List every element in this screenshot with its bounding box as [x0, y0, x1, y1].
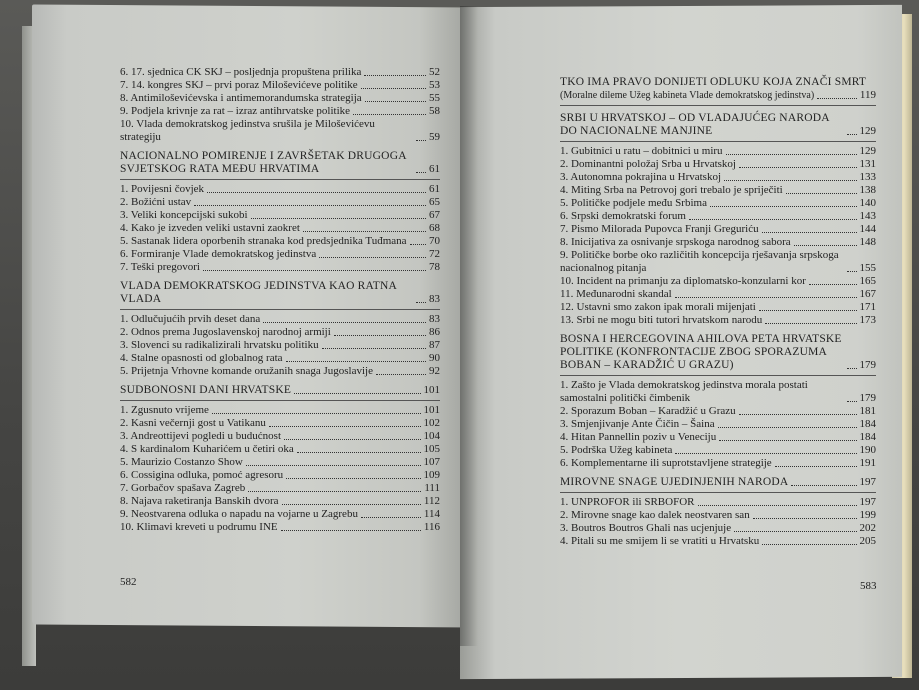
- toc-entry: [560, 379, 876, 405]
- section-heading-page: 101: [423, 384, 440, 396]
- leader-dots: [739, 167, 857, 168]
- leader-dots: [361, 517, 421, 518]
- toc-entry: [120, 79, 440, 92]
- toc-entry-page: 112: [423, 495, 440, 507]
- section-subtitle-row: [560, 89, 876, 102]
- toc-entry: [120, 326, 440, 339]
- toc-entry-page: 179: [859, 392, 876, 404]
- leader-dots: [675, 297, 857, 298]
- page-number-right: 583: [860, 580, 877, 592]
- section-heading-page: 197: [859, 476, 876, 488]
- toc-entry-title: 4. Miting Srba na Petrovoj gori trebalo je spriječiti: [560, 184, 783, 196]
- leader-dots: [786, 193, 857, 194]
- toc-entry-page: 199: [859, 509, 876, 521]
- leader-dots: [817, 98, 857, 99]
- toc-entry-title: 4. Hitan Pannellin poziv u Veneciju: [560, 431, 717, 443]
- leader-dots: [297, 452, 421, 453]
- leader-dots: [726, 154, 857, 155]
- leader-dots: [203, 270, 426, 271]
- toc-entry-title: 7. Teški pregovori: [120, 261, 200, 273]
- toc-entry-page: 173: [859, 314, 876, 326]
- toc-entry-page: 116: [423, 521, 440, 533]
- leader-dots: [353, 114, 426, 115]
- leader-dots: [710, 206, 857, 207]
- toc-entry: [560, 314, 876, 327]
- toc-entry-title: 8. Najava raketiranja Banskih dvora: [120, 495, 279, 507]
- toc-entry-page: 90: [429, 352, 440, 364]
- toc-entry-page: 155: [859, 262, 876, 274]
- toc-entry: [560, 444, 876, 457]
- leader-dots: [847, 271, 857, 272]
- toc-entry-page: 61: [429, 183, 440, 195]
- toc-section: [560, 76, 876, 106]
- toc-entry: [560, 145, 876, 158]
- toc-entry-title: 9. Neostvarena odluka o napadu na vojarne u Zagrebu: [120, 508, 358, 520]
- toc-entry-title: 2. Dominantni položaj Srba u Hrvatskoj: [560, 158, 736, 170]
- section-heading-row: [120, 384, 440, 397]
- toc-entry-page: 140: [859, 197, 876, 209]
- toc-entry-page: 184: [859, 431, 876, 443]
- leader-dots: [286, 478, 420, 479]
- toc-entry-page: 68: [429, 222, 440, 234]
- toc-entry-title: 7. 14. kongres SKJ – prvi poraz Miloševićeve politike: [120, 79, 358, 91]
- leader-dots: [809, 284, 857, 285]
- leader-dots: [765, 323, 856, 324]
- toc-entry-title: 10. Vlada demokratskog jedinstva srušila je Miloševićevu strategiju: [120, 118, 375, 143]
- toc-entry-title: 8. Antimiloševićevska i antimemorandumska strategija: [120, 92, 362, 104]
- toc-entry: [120, 248, 440, 261]
- section-heading: MIROVNE SNAGE UJEDINJENIH NARODA: [560, 476, 789, 488]
- toc-entry: [120, 417, 440, 430]
- leader-dots: [410, 244, 426, 245]
- leader-dots: [303, 231, 426, 232]
- leader-dots: [376, 374, 426, 375]
- leader-dots: [753, 518, 857, 519]
- leader-dots: [698, 505, 857, 506]
- leader-dots: [294, 393, 420, 394]
- section-heading: VLADA DEMOKRATSKOG JEDINSTVA KAO RATNA VLADA: [120, 280, 397, 305]
- section-heading-page: 179: [859, 359, 876, 371]
- section-subtitle: (Moralne dileme Užeg kabineta Vlade demokratskog jedinstva): [560, 90, 815, 101]
- leader-dots: [364, 75, 426, 76]
- section-heading-row: [560, 112, 876, 138]
- leader-dots: [724, 180, 856, 181]
- toc-entry-page: 165: [859, 275, 876, 287]
- toc-entry-title: 13. Srbi ne mogu biti tutori hrvatskom narodu: [560, 314, 763, 326]
- toc-entry-title: 6. Formiranje Vlade demokratskog jedinstva: [120, 248, 317, 260]
- toc-entry-page: 101: [423, 404, 440, 416]
- toc-entry-title: 12. Ustavni smo zakon ipak morali mijenjati: [560, 301, 756, 313]
- section-heading-page: 83: [429, 293, 440, 305]
- section-rule: [120, 400, 440, 401]
- toc-section: [120, 384, 440, 534]
- leader-dots: [847, 134, 857, 135]
- section-heading-page: 61: [429, 163, 440, 175]
- toc-entry: [120, 521, 440, 534]
- toc-entry-page: 105: [423, 443, 440, 455]
- leader-dots: [251, 218, 426, 219]
- right-toc-column: [560, 70, 876, 548]
- toc-entry: [120, 196, 440, 209]
- toc-entry-page: 190: [859, 444, 876, 456]
- section-rule: [560, 105, 876, 106]
- leader-dots: [319, 257, 426, 258]
- toc-entry: [120, 352, 440, 365]
- leader-dots: [248, 491, 421, 492]
- toc-entry-page: 86: [429, 326, 440, 338]
- toc-entry-title: 1. Zgusnuto vrijeme: [120, 404, 209, 416]
- section-heading-row: [120, 280, 440, 306]
- toc-entry-title: 9. Političke borbe oko različitih koncepcija rješavanja srpskoga nacionalnog pitanja: [560, 249, 839, 274]
- toc-entry: [120, 508, 440, 521]
- toc-entry-title: 10. Incident na primanju za diplomatsko-konzularni kor: [560, 275, 806, 287]
- toc-entry: [560, 288, 876, 301]
- toc-entry-title: 3. Boutros Boutros Ghali nas ucjenjuje: [560, 522, 732, 534]
- section-rule: [120, 309, 440, 310]
- toc-entry: [560, 301, 876, 314]
- leader-dots: [334, 335, 426, 336]
- leader-dots: [281, 530, 421, 531]
- toc-entry: [120, 495, 440, 508]
- toc-entry-title: 2. Odnos prema Jugoslavenskoj narodnoj armiji: [120, 326, 331, 338]
- toc-entry: [120, 313, 440, 326]
- toc-entry-page: 70: [429, 235, 440, 247]
- toc-entry-title: 4. Pitali su me smijem li se vratiti u Hrvatsku: [560, 535, 760, 547]
- leader-dots: [286, 361, 426, 362]
- toc-entry-title: 2. Sporazum Boban – Karadžić u Grazu: [560, 405, 736, 417]
- toc-entry: [560, 184, 876, 197]
- leader-dots: [689, 219, 857, 220]
- leader-dots: [263, 322, 426, 323]
- leader-dots: [212, 413, 421, 414]
- toc-entry-page: 87: [429, 339, 440, 351]
- toc-entry-title: 9. Podjela krivnje za rat – izraz antihrvatske politike: [120, 105, 351, 117]
- toc-entry-title: 3. Slovenci su radikalizirali hrvatsku politiku: [120, 339, 319, 351]
- toc-entry-title: 2. Mirovne snage kao dalek neostvaren san: [560, 509, 750, 521]
- toc-entry-page: 109: [423, 469, 440, 481]
- leader-dots: [719, 440, 856, 441]
- leader-dots: [207, 192, 426, 193]
- leader-dots: [361, 88, 426, 89]
- toc-entry: [120, 482, 440, 495]
- leader-dots: [322, 348, 426, 349]
- leader-dots: [762, 544, 856, 545]
- toc-entry: [560, 249, 876, 275]
- leader-dots: [847, 401, 857, 402]
- toc-entry-title: 4. S kardinalom Kuharićem u četiri oka: [120, 443, 294, 455]
- toc-entry-title: 10. Klimavi kreveti u podrumu INE: [120, 521, 278, 533]
- toc-entry: [120, 183, 440, 196]
- leader-dots: [762, 232, 857, 233]
- left-toc-column: [120, 66, 440, 534]
- leader-dots: [416, 302, 426, 303]
- toc-entry: [560, 457, 876, 470]
- toc-entry-page: 167: [859, 288, 876, 300]
- section-heading: TKO IMA PRAVO DONIJETI ODLUKU KOJA ZNAČI SMRT: [560, 76, 867, 88]
- toc-entry-page: 202: [859, 522, 876, 534]
- toc-entry-page: 171: [859, 301, 876, 313]
- leader-dots: [759, 310, 857, 311]
- toc-entry-title: 3. Veliki koncepcijski sukobi: [120, 209, 248, 221]
- toc-entry-title: 2. Božićni ustav: [120, 196, 192, 208]
- toc-section: [120, 150, 440, 274]
- toc-section: [120, 280, 440, 378]
- toc-entry-page: 184: [859, 418, 876, 430]
- toc-entry-page: 59: [429, 131, 440, 143]
- toc-entry-title: 11. Međunarodni skandal: [560, 288, 672, 300]
- leader-dots: [246, 465, 421, 466]
- toc-entry: [560, 197, 876, 210]
- toc-entry-title: 3. Autonomna pokrajina u Hrvatskoj: [560, 171, 722, 183]
- toc-entry: [560, 535, 876, 548]
- toc-entry-page: 58: [429, 105, 440, 117]
- section-rule: [560, 141, 876, 142]
- leader-dots: [284, 439, 420, 440]
- toc-entry: [120, 404, 440, 417]
- section-rule: [560, 375, 876, 376]
- section-heading: BOSNA I HERCEGOVINA AHILOVA PETA HRVATSKE POLITIKE (KONFRONTACIJE ZBOG SPORAZUMA BOBAN – KARADŽIĆ U GRAZU): [560, 333, 842, 371]
- section-heading-row: [560, 76, 876, 89]
- toc-entry-page: 104: [423, 430, 440, 442]
- toc-entry: [560, 236, 876, 249]
- toc-entry: [120, 261, 440, 274]
- toc-entry-page: 78: [429, 261, 440, 273]
- toc-entry-title: 6. Cossigina odluka, pomoć agresoru: [120, 469, 284, 481]
- toc-entry-page: 92: [429, 365, 440, 377]
- toc-entry: [560, 223, 876, 236]
- toc-entry: [560, 275, 876, 288]
- toc-entry-page: 107: [423, 456, 440, 468]
- toc-entry: [120, 222, 440, 235]
- toc-entry-title: 5. Prijetnja Vrhovne komande oružanih snaga Jugoslavije: [120, 365, 373, 377]
- toc-entry: [120, 365, 440, 378]
- toc-section: [560, 333, 876, 470]
- toc-entry-page: 205: [859, 535, 876, 547]
- toc-section: [560, 112, 876, 327]
- toc-entry-title: 7. Pismo Milorada Pupovca Franji Greguriću: [560, 223, 759, 235]
- toc-entry-page: 131: [859, 158, 876, 170]
- section-heading-row: [560, 333, 876, 372]
- toc-entry-title: 3. Smjenjivanje Ante Čičin – Šaina: [560, 418, 715, 430]
- section-heading: SRBI U HRVATSKOJ – OD VLADAJUĆEG NARODA DO NACIONALNE MANJINE: [560, 112, 830, 137]
- toc-section: [560, 476, 876, 548]
- toc-entry-title: 6. Komplementarne ili suprotstavljene strategije: [560, 457, 772, 469]
- section-rule: [120, 179, 440, 180]
- page-number-left: 582: [120, 576, 137, 588]
- toc-entry-page: 65: [429, 196, 440, 208]
- toc-entry-page: 52: [429, 66, 440, 78]
- toc-entry: [120, 430, 440, 443]
- section-rule: [560, 492, 876, 493]
- toc-entry-page: 138: [859, 184, 876, 196]
- section-heading: NACIONALNO POMIRENJE I ZAVRŠETAK DRUGOGA SVJETSKOG RATA MEĐU HRVATIMA: [120, 150, 407, 175]
- leader-dots: [365, 101, 426, 102]
- toc-entry: [120, 339, 440, 352]
- leader-dots: [718, 427, 857, 428]
- toc-entry: [560, 418, 876, 431]
- leader-dots: [282, 504, 421, 505]
- leader-dots: [794, 245, 857, 246]
- toc-entry: [560, 158, 876, 171]
- toc-entry-title: 1. UNPROFOR ili SRBOFOR: [560, 496, 695, 508]
- toc-entry-title: 5. Političke podjele među Srbima: [560, 197, 707, 209]
- toc-entry: [560, 210, 876, 223]
- toc-entry-page: 53: [429, 79, 440, 91]
- toc-entry: [560, 509, 876, 522]
- section-heading-row: [560, 476, 876, 489]
- leader-dots: [791, 485, 856, 486]
- toc-entry-page: 144: [859, 223, 876, 235]
- toc-entry-page: 83: [429, 313, 440, 325]
- leader-dots: [739, 414, 857, 415]
- toc-entry: [120, 456, 440, 469]
- toc-entry: [560, 496, 876, 509]
- toc-entry-page: 191: [859, 457, 876, 469]
- toc-entry-page: 102: [423, 417, 440, 429]
- leader-dots: [775, 466, 857, 467]
- toc-entry-title: 1. Povijesni čovjek: [120, 183, 205, 195]
- toc-entry: [120, 92, 440, 105]
- toc-entry-title: 2. Kasni večernji gost u Vatikanu: [120, 417, 266, 429]
- toc-entry-title: 1. Gubitnici u ratu – dobitnici u miru: [560, 145, 723, 157]
- toc-entry-title: 6. 17. sjednica CK SKJ – posljednja propuštena prilika: [120, 66, 362, 78]
- toc-entry-page: 197: [859, 496, 876, 508]
- toc-entry-title: 5. Podrška Užeg kabineta: [560, 444, 673, 456]
- toc-entry-page: 114: [423, 508, 440, 520]
- toc-entry: [560, 171, 876, 184]
- leader-dots: [675, 453, 856, 454]
- toc-entry-page: 133: [859, 171, 876, 183]
- toc-entry-title: 1. Zašto je Vlada demokratskog jedinstva morala postati samostalni politički čimbenik: [560, 379, 808, 404]
- toc-entry-page: 129: [859, 145, 876, 157]
- toc-entry-title: 6. Srpski demokratski forum: [560, 210, 686, 222]
- toc-entry-title: 3. Andreottijevi pogledi u budućnost: [120, 430, 282, 442]
- toc-entry-title: 8. Inicijativa za osnivanje srpskoga narodnog sabora: [560, 236, 791, 248]
- section-heading-row: [120, 150, 440, 176]
- toc-entry-title: 7. Gorbačov spašava Zagreb: [120, 482, 246, 494]
- toc-entry: [560, 431, 876, 444]
- toc-entry: [120, 443, 440, 456]
- section-heading-page: 129: [859, 125, 876, 137]
- toc-entry: [120, 105, 440, 118]
- toc-entry-page: 67: [429, 209, 440, 221]
- leader-dots: [416, 140, 426, 141]
- toc-entry-title: 5. Sastanak lidera oporbenih stranaka kod predsjednika Tuđmana: [120, 235, 407, 247]
- toc-entry-page: 181: [859, 405, 876, 417]
- section-heading: SUDBONOSNI DANI HRVATSKE: [120, 384, 292, 396]
- toc-entry-page: 111: [424, 482, 440, 494]
- leader-dots: [734, 531, 856, 532]
- leader-dots: [416, 172, 426, 173]
- toc-entry-page: 55: [429, 92, 440, 104]
- leader-dots: [194, 205, 426, 206]
- toc-entry: [120, 209, 440, 222]
- leader-dots: [847, 368, 857, 369]
- toc-entry-page: 72: [429, 248, 440, 260]
- book-gutter: [460, 6, 478, 646]
- toc-entry-title: 4. Kako je izveden veliki ustavni zaokret: [120, 222, 300, 234]
- toc-entry-page: 148: [859, 236, 876, 248]
- toc-entry-title: 5. Maurizio Costanzo Show: [120, 456, 243, 468]
- toc-entry: [120, 66, 440, 79]
- toc-entry: [120, 469, 440, 482]
- toc-entry-page: 143: [859, 210, 876, 222]
- toc-entry-title: 1. Odlučujućih prvih deset dana: [120, 313, 261, 325]
- toc-entry-title: 4. Stalne opasnosti od globalnog rata: [120, 352, 283, 364]
- section-heading-page: 119: [859, 89, 876, 101]
- leader-dots: [269, 426, 421, 427]
- toc-entry: [560, 405, 876, 418]
- toc-entry: [560, 522, 876, 535]
- toc-entry: [120, 118, 440, 144]
- toc-entry: [120, 235, 440, 248]
